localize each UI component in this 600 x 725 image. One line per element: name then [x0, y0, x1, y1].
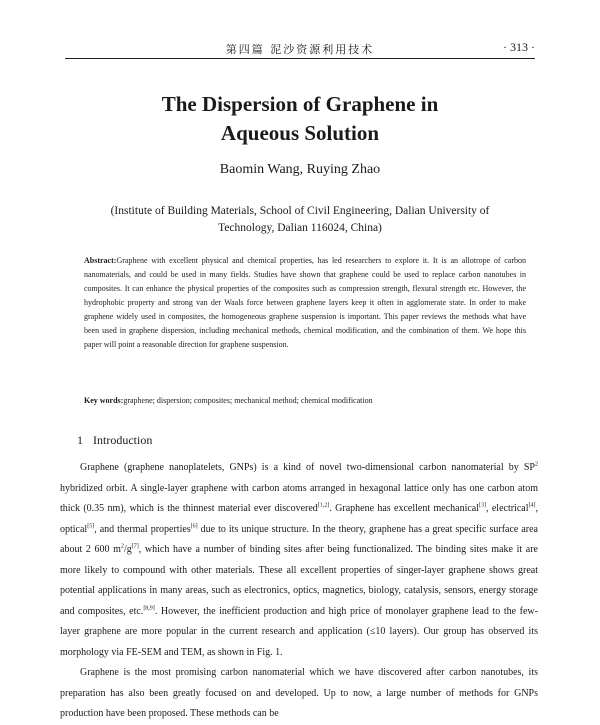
abstract [84, 254, 526, 352]
body-text-span: due to its unique structure. In the theory, graphene has a great specific surface area about 2 600 m [60, 523, 538, 555]
body-text-span: , optical [60, 503, 538, 535]
section-title: Introduction [93, 433, 153, 447]
section-heading [77, 433, 152, 448]
paper-title-line-1: The Dispersion of Graphene in [161, 92, 439, 116]
section-number: 1 [77, 433, 83, 447]
citation-4: [4] [528, 502, 536, 509]
keywords [84, 395, 526, 407]
abstract-label: Abstract: [84, 256, 117, 265]
citation-1-2: [1,2] [317, 502, 330, 509]
body-text-span: , which have a number of binding sites after being functionalized. The binding sites make it are more likely to compound with other materials. These all excellent properties of singer-layer graphene shows great potential applications in many areas, such as electronics, optics, magnetics, biology, catalysis, sensors, energy storage and composites, etc. [60, 544, 538, 617]
body-text-span: , electrical [486, 503, 529, 514]
paper-title [0, 90, 600, 148]
abstract-text: Graphene with excellent physical and chemical properties, has led researchers to explore it. It is an allotrope of carbon nanomaterials, and could be used in many fields. Studies have shown that graphene could be used to replace carbon nanotubes in composites. It can enhance the physical properties of the composites such as compression strength, flexural strength etc. However, the hydrophobic property and strong van der Waals force between graphene layers keep it often in agglomerate state. In order to make graphene widely used in composites, the homogeneous graphene suspension is important. This paper reviews the methods what have been used in graphene dispersion, including mechanical methods, chemical modification, and the combination of them. We hope this paper will point a reasonable direction for graphene suspension. [84, 256, 526, 349]
running-header-title: 第四篇 泥沙资源利用技术 [225, 43, 375, 56]
citation-5: [5] [87, 523, 95, 530]
body-text-span: . However, the inefficient production and high price of monolayer graphene lead to the few-layer graphene are more popular in the current research and application (≤10 layers). Our group has observed its morphology via FE-SEM and TEM, as shown in Fig. 1. [60, 605, 538, 658]
body-text-span: . Graphene has excellent mechanical [329, 503, 480, 514]
citation-6: [6] [190, 523, 198, 530]
keywords-text: graphene; dispersion; composites; mechanical method; chemical modification [123, 396, 373, 405]
running-header [65, 40, 535, 59]
page-number: · 313 · [503, 40, 535, 54]
keywords-label: Key words: [84, 396, 124, 405]
citation-7: [7] [131, 543, 139, 550]
citation-8-9: [8,9] [143, 605, 155, 612]
body-text [60, 458, 538, 725]
superscript: 2 [535, 461, 538, 468]
affiliation-line-1: (Institute of Building Materials, School of Civil Engineering, Dalian University of [110, 205, 490, 217]
body-text-span: /g [123, 544, 132, 555]
affiliation [110, 203, 490, 237]
paper-title-line-2: Aqueous Solution [220, 121, 380, 145]
authors: Baomin Wang, Ruying Zhao [219, 162, 381, 177]
body-text-span: Graphene (graphene nanoplatelets, GNPs) is a kind of novel two-dimensional carbon nanomaterial by SP [80, 462, 535, 473]
body-paragraph-1 [60, 458, 538, 663]
affiliation-line-2: Technology, Dalian 116024, China) [218, 222, 382, 234]
body-text-span: , and thermal properties [94, 523, 191, 535]
body-paragraph-2: Graphene is the most promising carbon nanomaterial which we have discovered after carbon nanotubes, its preparation has also been greatly focused on and developed. Up to now, a large number of methods for GNPs production have been proposed. These methods can be [60, 667, 538, 719]
body-text-span: hybridized orbit. A single-layer graphene with carbon atoms arranged in hexagonal lattice only has one carbon atom thick (0.35 nm), which is the thinnest material ever discovered [60, 482, 538, 514]
citation-3: [3] [479, 502, 487, 509]
superscript: 2 [120, 543, 124, 550]
